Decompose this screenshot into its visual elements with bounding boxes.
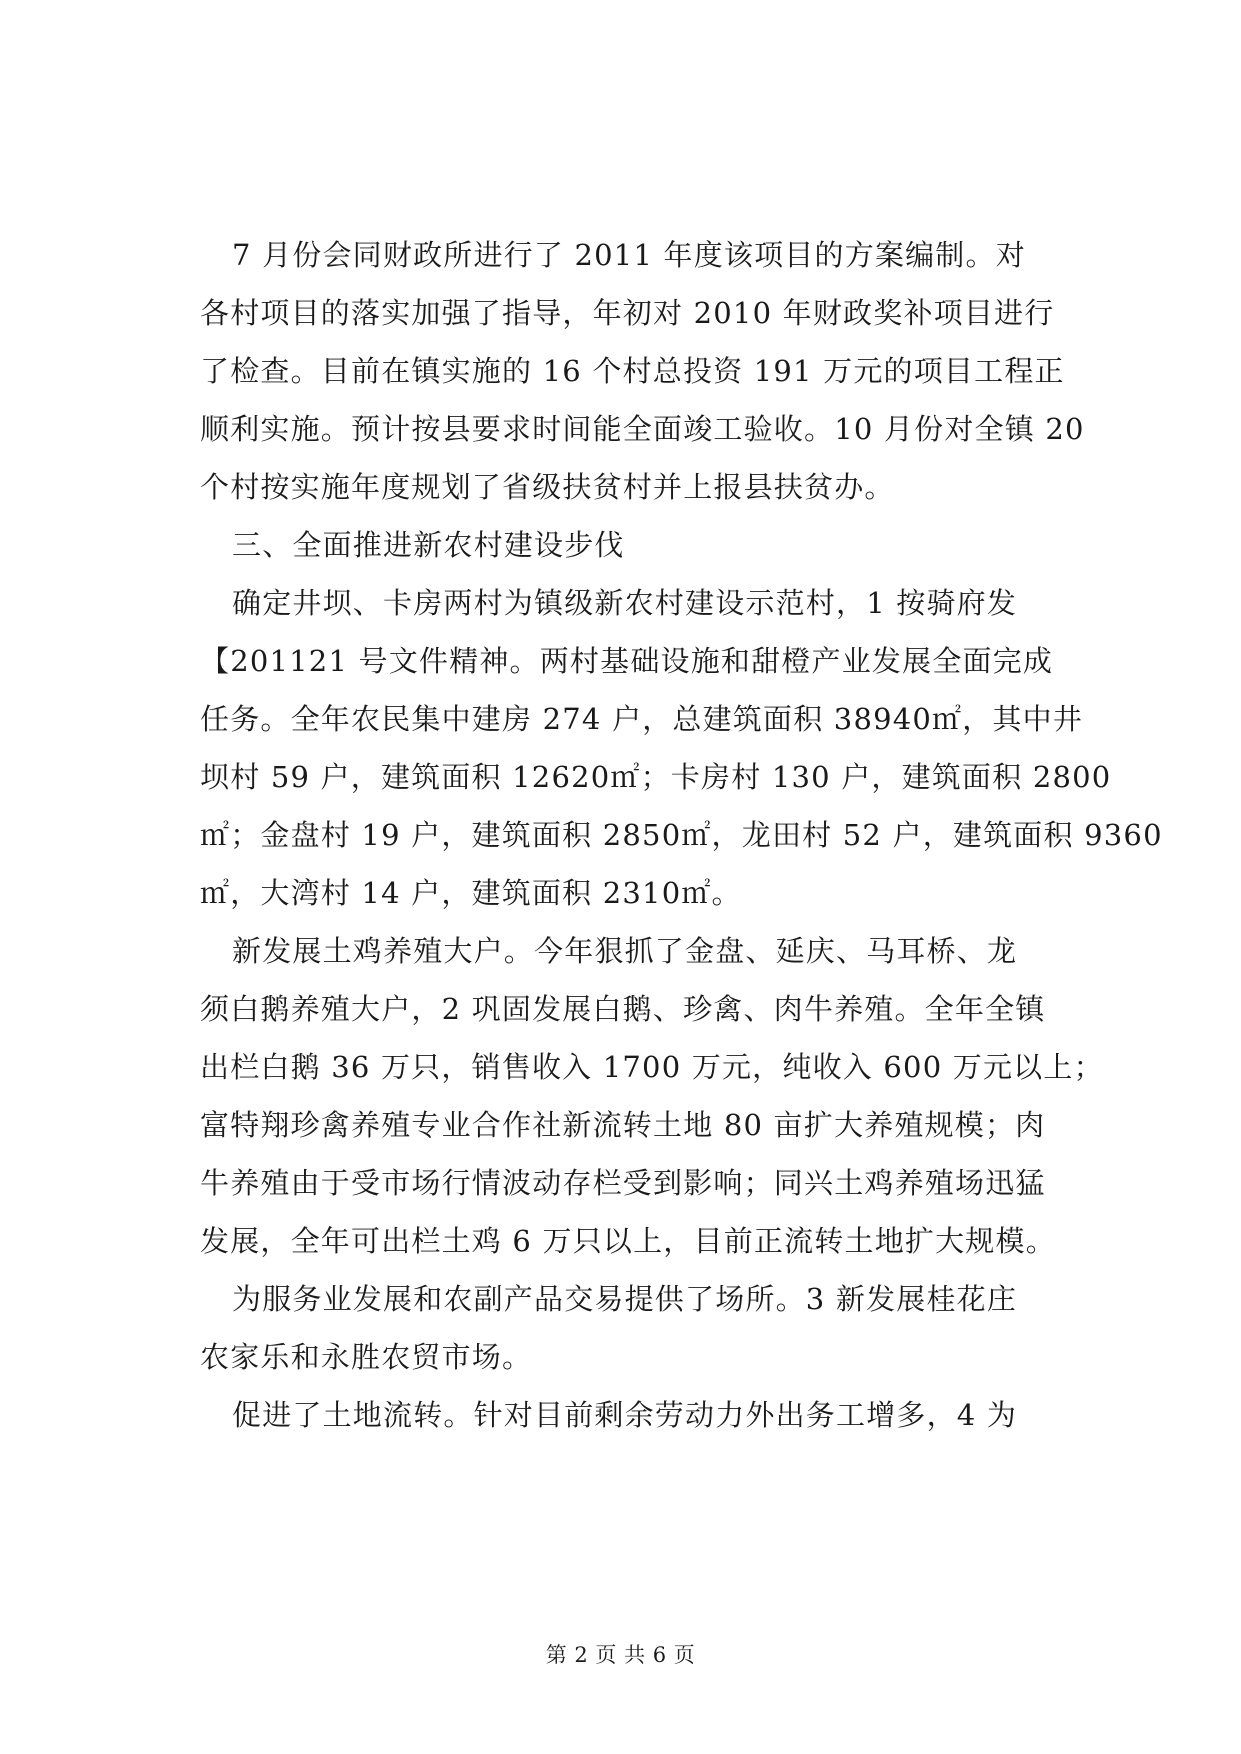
text-line: 【201121 号文件精神。两村基础设施和甜橙产业发展全面完成 [200, 644, 1054, 678]
text-line: 7 月份会同财政所进行了 2011 年度该项目的方案编制。对 [232, 238, 1026, 272]
paragraph-land-transfer [200, 1386, 1080, 1444]
paragraph-demonstration-villages [200, 574, 1163, 922]
text-line: 发展，全年可出栏土鸡 6 万只以上，目前正流转土地扩大规模。 [200, 1224, 1056, 1258]
text-line: 出栏白鹅 36 万只，销售收入 1700 万元，纯收入 600 万元以上； [200, 1050, 1104, 1084]
section-heading-3 [200, 516, 1080, 574]
text-line: 新发展土鸡养殖大户。今年狠抓了金盘、延庆、马耳桥、龙 [232, 934, 1018, 968]
text-line: 富特翔珍禽养殖专业合作社新流转土地 80 亩扩大养殖规模；肉 [200, 1108, 1046, 1142]
text-line: ㎡；金盘村 19 户，建筑面积 2850㎡，龙田村 52 户，建筑面积 9360 [200, 818, 1163, 852]
section-heading-text: 三、全面推进新农村建设步伐 [232, 528, 625, 562]
text-line: 顺利实施。预计按县要求时间能全面竣工验收。10 月份对全镇 20 [200, 412, 1085, 446]
page-number-footer: 第 2 页 共 6 页 [545, 1643, 696, 1667]
text-line: 个村按实施年度规划了省级扶贫村并上报县扶贫办。 [200, 470, 895, 504]
text-line: 促进了土地流转。针对目前剩余劳动力外出务工增多，4 为 [232, 1398, 1018, 1432]
text-line: 须白鹅养殖大户，2 巩固发展白鹅、珍禽、肉牛养殖。全年全镇 [200, 992, 1046, 1026]
document-body [200, 226, 1163, 1444]
paragraph-service-industry [200, 1270, 1080, 1386]
text-line: 了检查。目前在镇实施的 16 个村总投资 191 万元的项目工程正 [200, 354, 1065, 388]
text-line: 牛养殖由于受市场行情波动存栏受到影响；同兴土鸡养殖场迅猛 [200, 1166, 1046, 1200]
paragraph-poultry-farming [200, 922, 1104, 1270]
text-line: 确定井坝、卡房两村为镇级新农村建设示范村，1 按骑府发 [232, 586, 1018, 620]
text-line: 坝村 59 户，建筑面积 12620㎡；卡房村 130 户，建筑面积 2800 [200, 760, 1112, 794]
paragraph-project-implementation [200, 226, 1085, 516]
text-line: 农家乐和永胜农贸市场。 [200, 1340, 533, 1374]
text-line: 任务。全年农民集中建房 274 户，总建筑面积 38940㎡，其中井 [200, 702, 1084, 736]
text-line: ㎡，大湾村 14 户，建筑面积 2310㎡。 [200, 876, 742, 910]
text-line: 各村项目的落实加强了指导，年初对 2010 年财政奖补项目进行 [200, 296, 1055, 330]
text-line: 为服务业发展和农副产品交易提供了场所。3 新发展桂花庄 [232, 1282, 1018, 1316]
